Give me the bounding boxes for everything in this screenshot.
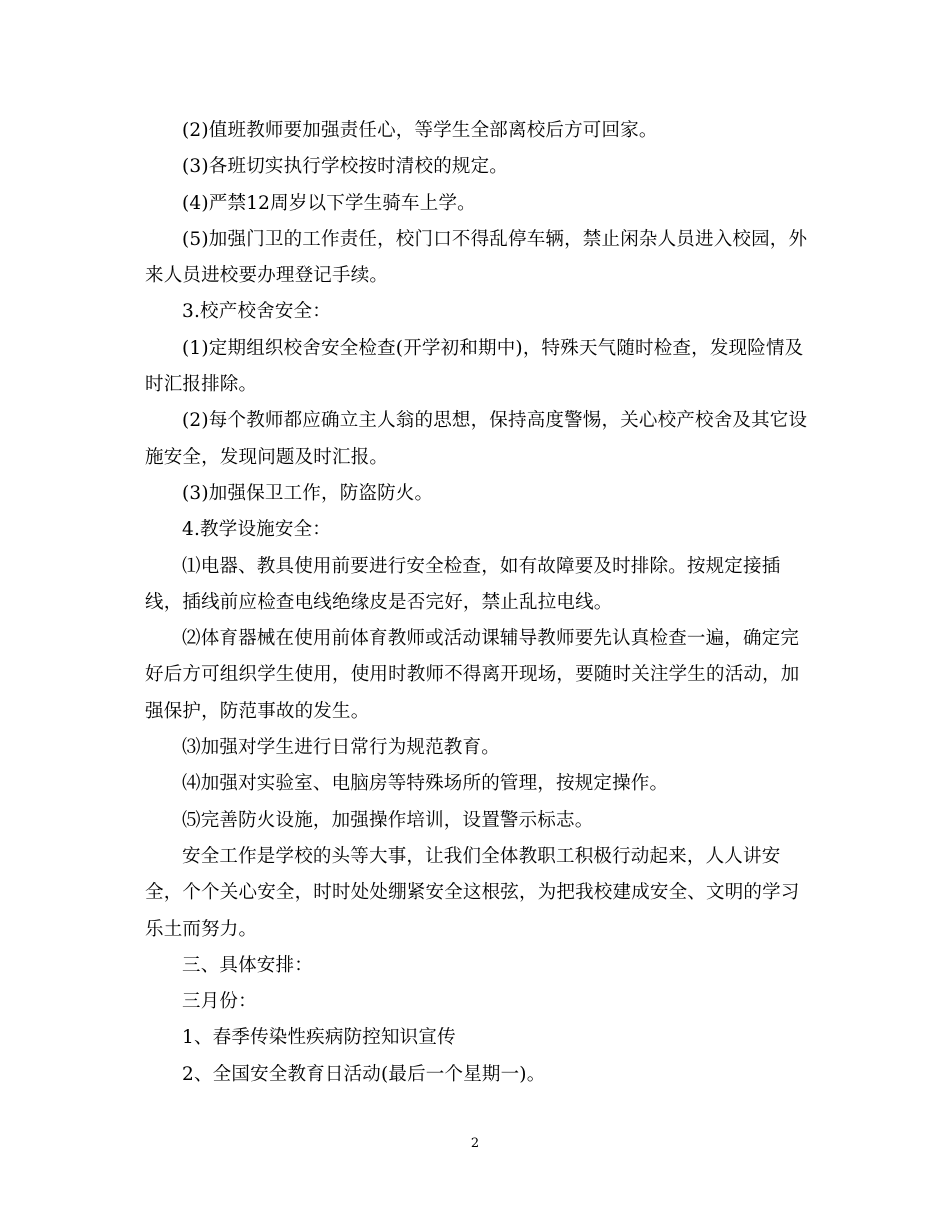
section-heading-facility-safety: 4.教学设施安全： <box>182 519 331 541</box>
paragraph-class-clearing: (3)各班切实执行学校按时清校的规定。 <box>182 156 509 178</box>
paragraph-lab-management: ⑷加强对实验室、电脑房等特殊场所的管理，按规定操作。 <box>182 773 669 795</box>
paragraph-behavior-education: ⑶加强对学生进行日常行为规范教育。 <box>182 737 500 759</box>
paragraph-safety-summary: 安全工作是学校的头等大事，让我们全体教职工积极行动起来，人人讲安全，个个关心安全，时时处处绷紧安全这根弦，为把我校建成安全、文明的学习乐土而努力。 <box>145 845 800 940</box>
paragraph-sports-equipment: ⑵体育器械在使用前体育教师或活动课辅导教师要先认真检查一遍，确定完好后方可组织学生使用，使用时教师不得离开现场，要随时关注学生的活动，加强保护，防范事故的发生。 <box>145 628 800 722</box>
page-number: 2 <box>470 1136 480 1151</box>
section-heading-arrangements: 三、具体安排： <box>182 954 313 976</box>
document-body <box>145 113 810 1093</box>
paragraph-teacher-vigilance: (2)每个教师都应确立主人翁的思想，保持高度警惕，关心校产校舍及其它设施安全，发现问题及时汇报。 <box>145 410 808 468</box>
list-item-disease-prevention: 1、春季传染性疾病防控知识宣传 <box>182 1027 456 1049</box>
paragraph-electrical-check: ⑴电器、教具使用前要进行安全检查，如有故障要及时排除。按规定接插线，插线前应检查电线绝缘皮是否完好，禁止乱拉电线。 <box>145 555 781 613</box>
paragraph-gate-guard: (5)加强门卫的工作责任，校门口不得乱停车辆，禁止闲杂人员进入校园，外来人员进校要办理登记手续。 <box>145 228 808 287</box>
subheading-march: 三月份： <box>182 991 257 1013</box>
paragraph-cycling-ban: (4)严禁12周岁以下学生骑车上学。 <box>182 192 476 214</box>
list-item-safety-education-day: 2、全国安全教育日活动(最后一个星期一)。 <box>182 1063 546 1085</box>
paragraph-duty-teacher: (2)值班教师要加强责任心，等学生全部离校后方可回家。 <box>182 120 658 141</box>
paragraph-security: (3)加强保卫工作，防盗防火。 <box>182 482 434 504</box>
paragraph-building-inspection: (1)定期组织校舍安全检查(开学初和期中)，特殊天气随时检查，发现险情及时汇报排除。 <box>145 337 804 396</box>
section-heading-property-safety: 3.校产校舍安全： <box>182 301 331 323</box>
paragraph-fire-prevention: ⑸完善防火设施，加强操作培训，设置警示标志。 <box>182 809 594 831</box>
